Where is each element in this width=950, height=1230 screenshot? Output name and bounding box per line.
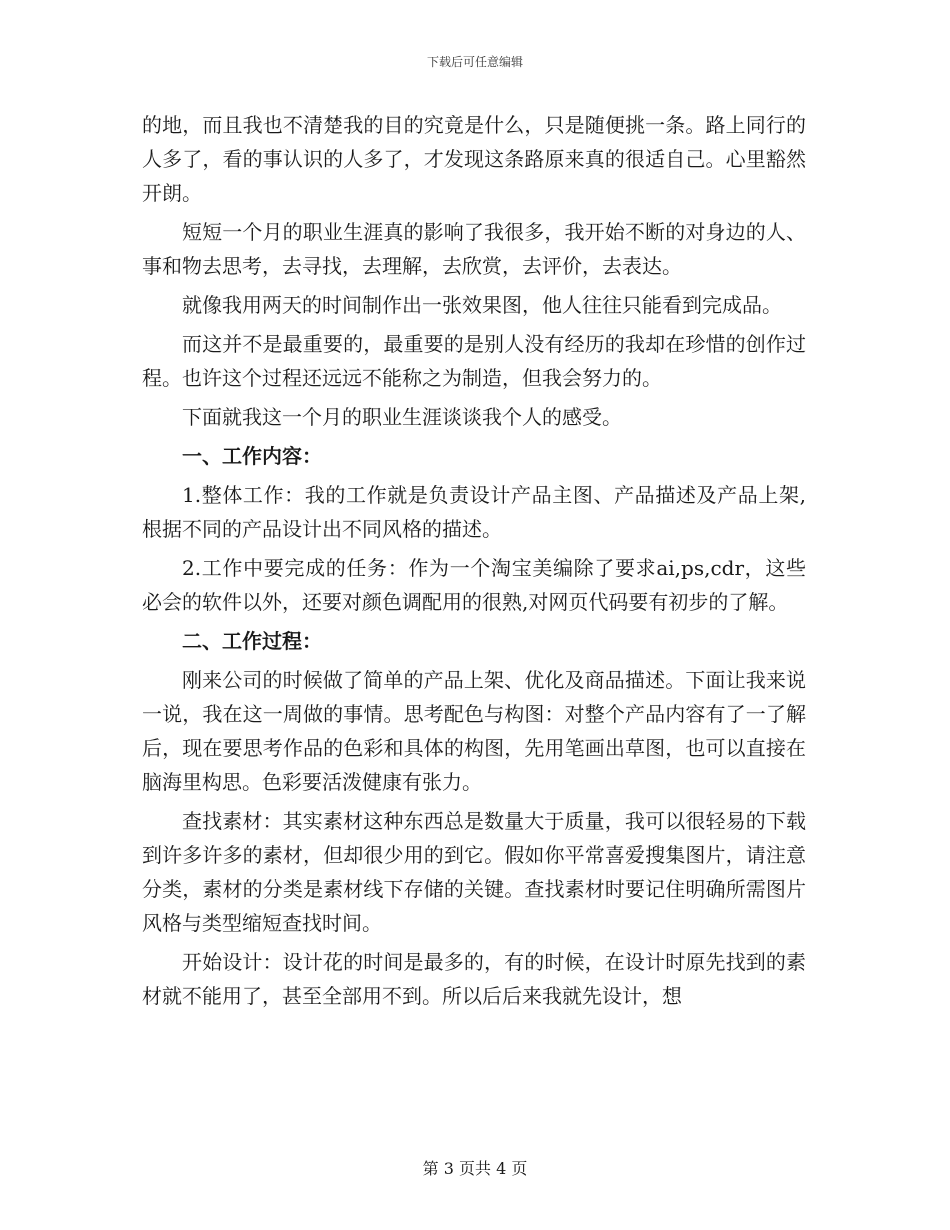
paragraph-4: 而这并不是最重要的，最重要的是别人没有经历的我却在珍惜的创作过程。也许这个过程还远远不能称之为制造，但我会努力的。 — [142, 332, 806, 390]
paragraph-6: 1.整体工作：我的工作就是负责设计产品主图、产品描述及产品上架,根据不同的产品设计出不同风格的描述。 — [142, 483, 806, 541]
paragraph-2: 短短一个月的职业生涯真的影响了我很多，我开始不断的对身边的人、事和物去思考，去寻找，去理解，去欣赏，去评价，去表达。 — [142, 220, 806, 278]
paragraph-9: 查找素材：其实素材这种东西总是数量大于质量，我可以很轻易的下载到许多许多的素材，但却很少用的到它。假如你平常喜爱搜集图片，请注意分类，素材的分类是素材线下存储的关键。查找素材时要记住明确所需图片风格与类型缩短查找时间。 — [142, 809, 806, 935]
paragraph-3: 就像我用两天的时间制作出一张效果图，他人往往只能看到完成品。 — [182, 293, 782, 317]
section-heading-work-content: 一、工作内容： — [182, 444, 322, 468]
paragraph-10: 开始设计：设计花的时间是最多的，有的时候，在设计时原先找到的素材就不能用了，甚至全部用不到。所以后后来我就先设计，想 — [142, 950, 806, 1008]
paragraph-8: 刚来公司的时候做了简单的产品上架、优化及商品描述。下面让我来说一说，我在这一周做的事情。思考配色与构图：对整个产品内容有了一了解后，现在要思考作品的色彩和具体的构图，先用笔画出草图，也可以直接在脑海里构思。色彩要活泼健康有张力。 — [142, 668, 806, 794]
page-header-note: 下载后可任意编辑 — [426, 55, 523, 69]
paragraph-7: 2.工作中要完成的任务：作为一个淘宝美编除了要求ai,ps,cdr，这些必会的软件以外，还要对颜色调配用的很熟,对网页代码要有初步的了解。 — [142, 556, 806, 614]
paragraph-5: 下面就我这一个月的职业生涯谈谈我个人的感受。 — [182, 405, 622, 429]
page-number: 第 3 页共 4 页 — [422, 1159, 528, 1178]
paragraph-1: 的地，而且我也不清楚我的目的究竟是什么，只是随便挑一条。路上同行的人多了，看的事认识的人多了，才发现这条路原来真的很适自己。心里豁然开朗。 — [142, 113, 806, 205]
document-body — [142, 108, 806, 1018]
section-heading-work-process: 二、工作过程： — [182, 629, 322, 653]
